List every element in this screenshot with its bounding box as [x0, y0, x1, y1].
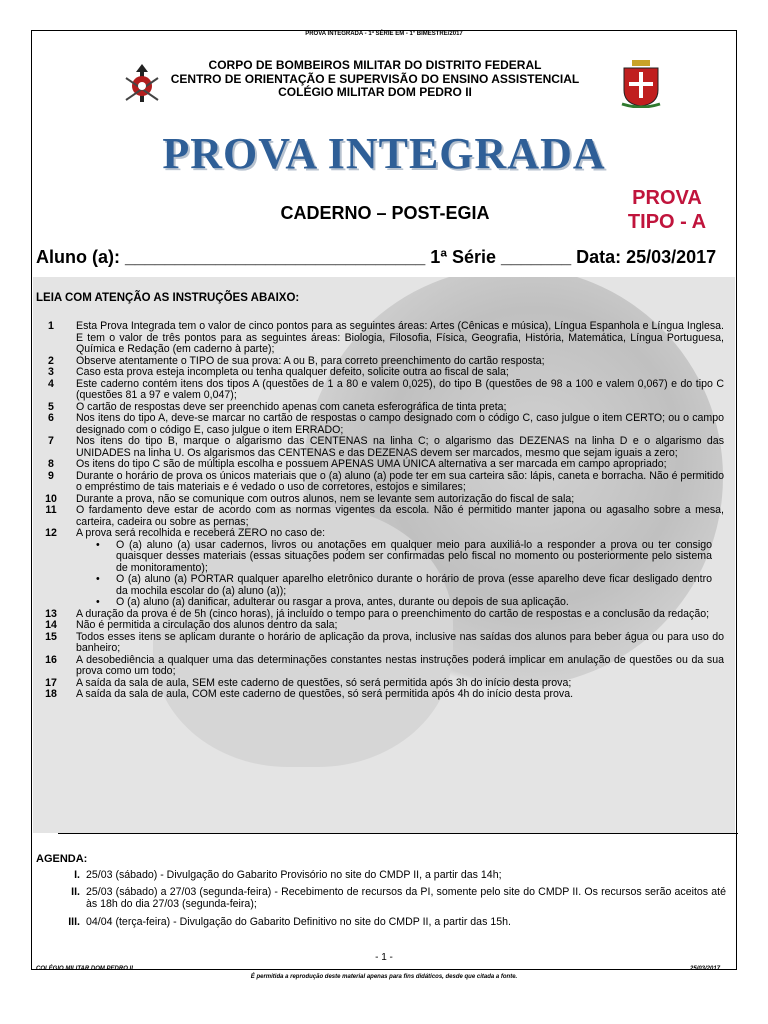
list-item [36, 413, 736, 436]
item-number: 10 [45, 492, 57, 505]
item-text: Não é permitida a circulação dos alunos dentro da sala; [76, 619, 338, 631]
item-text: Durante a prova, não se comunique com outros alunos, nem se levante sem autorização do fiscal de sala; [76, 492, 575, 505]
bullet-icon: • [96, 538, 100, 551]
item-number: 5 [48, 400, 54, 413]
bullet-text: O (a) aluno (a) PORTAR qualquer aparelho eletrônico durante o horário de prova (esse aparelho deve ficar desligado dentro da mochila escolar do (a) aluno (a)); [116, 573, 712, 597]
agenda-text: 04/04 (terça-feira) - Divulgação do Gabarito Definitivo no site do CMDP II, a partir das 15h. [86, 916, 511, 928]
item-number: 1 [48, 320, 54, 332]
item-number: 6 [48, 412, 54, 424]
item-text: A saída da sala de aula, SEM este caderno de questões, só será permitida após 3h do início desta prova; [76, 676, 572, 689]
item-number: 13 [45, 607, 57, 620]
agenda-numeral: II. [71, 886, 80, 898]
footer-copyright: É permitida a reprodução deste material apenas para fins didáticos, desde que citada a fonte. [250, 974, 518, 980]
item-text: Este caderno contém itens dos tipos A (questões de 1 a 80 e valem 0,025), do tipo B (questões de 98 a 100 e valem 0,067) e do tipo C (questões 81 a 97 e valem 0,047); [76, 377, 724, 401]
item-text: A duração da prova é de 5h (cinco horas), já incluído o tempo para o preenchimento do cartão de respostas e a conclusão da redação; [76, 607, 710, 620]
item-text: Nos itens do tipo B, marque o algarismo das CENTENAS na linha C; o algarismo das DEZENAS na linha D e o algarismo das UNIDADES na linha U. Os algarismos das CENTENAS e das DEZENAS devem ser marcados, mesmo que sejam iguais a zero; [76, 435, 724, 459]
exam-type-badge [612, 186, 722, 234]
item-number: 7 [48, 435, 54, 447]
item-number: 9 [48, 469, 54, 482]
agenda-text: 25/03 (sábado) a 27/03 (segunda-feira) - Recebimento de recursos da PI, somente pelo site do CMDP II. Os recursos serão aceitos até às 18h do dia 27/03 (segunda-feira); [86, 886, 726, 910]
running-title: PROVA INTEGRADA - 1ª SÉRIE EM - 1º BIMESTRE/2017 [305, 31, 463, 37]
item-number: 17 [45, 676, 57, 689]
item-number: 2 [48, 354, 54, 367]
divider [58, 833, 738, 834]
item-text: Caso esta prova esteja incompleta ou tenha qualquer defeito, solicite outra ao fiscal de sala; [76, 366, 509, 378]
exam-type-line-2: TIPO - A [627, 211, 707, 233]
exam-type-line-1: PROVA [632, 187, 702, 209]
list-item [36, 379, 736, 402]
bullet-item [76, 574, 736, 597]
item-text: Observe atentamente o TIPO de sua prova: A ou B, para correto preenchimento do cartão resposta; [76, 354, 545, 367]
footer-date: 25/03/2017 [690, 966, 721, 972]
item-number: 14 [45, 619, 57, 631]
booklet-name: CADERNO – POST-EGIA [280, 203, 490, 223]
item-text: A saída da sala de aula, COM este caderno de questões, só será permitida após 4h do início desta prova. [76, 688, 574, 700]
item-text: Esta Prova Integrada tem o valor de cinco pontos para as seguintes áreas: Artes (Cênicas e música), Língua Espanhola e Língua Inglesa. E tem o valor de três pontos para as seguintes áreas: Biologia, Filosofia, Física, Geografia, História, Matemática, Língua Portuguesa, Química e Redação (em caderno à parte); [76, 320, 724, 355]
item-number: 11 [45, 504, 57, 516]
agenda-numeral: I. [74, 869, 80, 881]
institution-line-2: CENTRO DE ORIENTAÇÃO E SUPERVISÃO DO ENSINO ASSISTENCIAL [170, 72, 580, 86]
item-number: 4 [48, 377, 54, 390]
item-number: 12 [45, 527, 57, 539]
bullet-icon: • [96, 596, 100, 608]
list-item [36, 505, 736, 528]
footer-school: COLÉGIO MILITAR DOM PEDRO II [36, 966, 133, 972]
item-text: Todos esses itens se aplicam durante o horário de aplicação da prova, inclusive nas saídas dos alunos para beber água ou para uso do banheiro; [76, 630, 724, 654]
list-item [36, 655, 736, 678]
list-item [36, 367, 736, 379]
bullet-item [76, 597, 736, 609]
item-text: Durante o horário de prova os únicos materiais que o (a) aluno (a) pode ter em sua carteira são: lápis, caneta e borracha. Não é permitido o empréstimo de tais materiais e é vedado o uso de corretores, estojos e similares; [76, 469, 724, 493]
student-info-line: Aluno (a): ______________________________ 1ª Série _______ Data: 25/03/2017 [36, 247, 717, 267]
item-number: 18 [45, 688, 57, 700]
item-number: 8 [48, 458, 54, 470]
list-item [36, 471, 736, 494]
item-text: A prova será recolhida e receberá ZERO no caso de: [76, 527, 326, 539]
agenda-numeral: III. [68, 916, 80, 928]
institution-line-1: CORPO DE BOMBEIROS MILITAR DO DISTRITO FEDERAL [208, 58, 542, 72]
list-item [36, 632, 736, 655]
item-number: 15 [45, 630, 57, 643]
agenda-text: 25/03 (sábado) - Divulgação do Gabarito Provisório no site do CMDP II, a partir das 14h; [86, 869, 502, 881]
agenda-item [36, 917, 731, 929]
bullet-icon: • [96, 573, 100, 585]
item-text: Nos itens do tipo A, deve-se marcar no cartão de respostas o campo designado com o código C, caso julgue o item CERTO; ou o campo designado com o código E, caso julgue o item ERRADO; [76, 412, 724, 436]
bullet-text: O (a) aluno (a) danificar, adulterar ou rasgar a prova, antes, durante ou depois de sua aplicação. [116, 596, 569, 608]
item-text: O cartão de respostas deve ser preenchido apenas com caneta esferográfica de tinta preta; [76, 400, 507, 413]
list-item [36, 459, 736, 471]
list-item [36, 620, 736, 632]
agenda-heading: AGENDA: [36, 853, 88, 865]
document-title: PROVA INTEGRADA [162, 129, 606, 178]
instructions-heading: LEIA COM ATENÇÃO AS INSTRUÇÕES ABAIXO: [36, 292, 300, 304]
list-item [36, 436, 736, 459]
item-text: Os itens do tipo C são de múltipla escolha e possuem APENAS UMA ÚNICA alternativa a ser marcada em campo apropriado; [76, 458, 667, 470]
page-number: - 1 - [375, 952, 393, 963]
item-text: A desobediência a qualquer uma das determinações constantes nestas instruções poderá implicar em anulação de questões ou da sua prova como um todo; [76, 653, 724, 677]
agenda-item [36, 887, 731, 910]
item-text: O fardamento deve estar de acordo com as normas vigentes da escola. Não é permitido manter japona ou agasalho sobre a mesa, carteira, cadeira ou sobre as pernas; [76, 504, 724, 528]
instructions-list [36, 321, 736, 701]
bullet-text: O (a) aluno (a) usar cadernos, livros ou anotações em qualquer meio para auxiliá-lo a responder a prova ou ter consigo quaisquer desses materiais (essas situações podem ser confirmadas pelo fiscal no momento ou posteriormente pelo sistema de monitoramento); [116, 538, 712, 574]
agenda-item [36, 870, 731, 882]
item-number: 3 [48, 366, 54, 378]
list-item [36, 321, 736, 356]
list-item [36, 689, 736, 701]
item-number: 16 [45, 653, 57, 666]
institution-line-3: COLÉGIO MILITAR DOM PEDRO II [278, 85, 472, 99]
list-item [36, 528, 736, 540]
bullet-item [76, 540, 736, 575]
